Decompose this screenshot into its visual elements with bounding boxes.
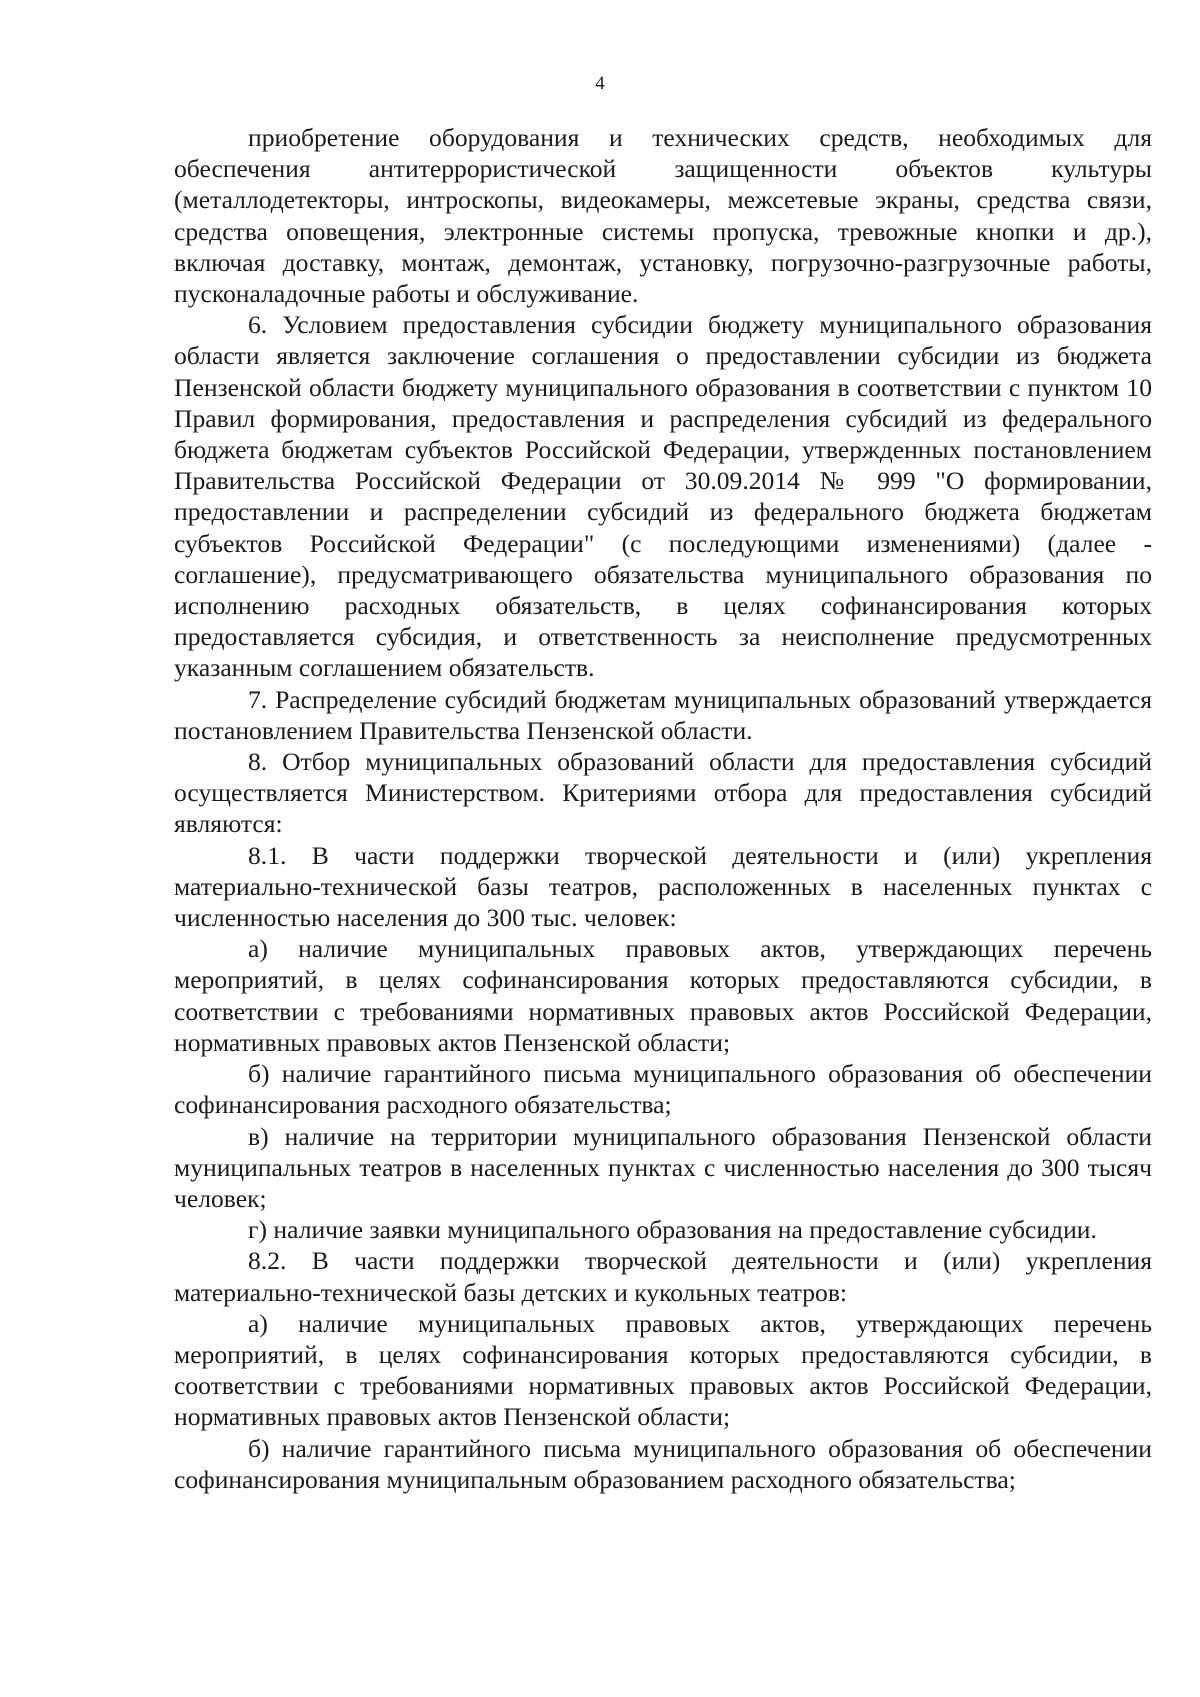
- paragraph-6-agreement-condition: 6. Условием предоставления субсидии бюджету муниципального образования области является заключение соглашения о предоставлении субсидии из бюджета Пензенской области бюджету муниципального образования в соответствии с пунктом 10 Правил формирования, предоставления и распределения субсидий из федерального бюджета бюджетам субъектов Российской Федерации, утвержденных постановлением Правительства Российской Федерации от 30.09.2014 № 999 "О формировании, предоставлении и распределении субсидий из федерального бюджета бюджетам субъектов Российской Федерации" (с последующими изменениями) (далее - соглашение), предусматривающего обязательства муниципального образования по исполнению расходных обязательств, в целях софинансирования которых предоставляется субсидия, и ответственность за неисполнение предусмотренных указанным соглашением обязательств.: [174, 310, 1152, 683]
- paragraph-8-2-b: б) наличие гарантийного письма муниципального образования об обеспечении софинансирования муниципальным образованием расходного обязательства;: [174, 1433, 1152, 1494]
- paragraph-8-selection-criteria: 8. Отбор муниципальных образований области для предоставления субсидий осуществляется Министерством. Критериями отбора для предоставления субсидий являются:: [174, 747, 1152, 839]
- paragraph-8-1-a: а) наличие муниципальных правовых актов, утверждающих перечень мероприятий, в целях софинансирования которых предоставляются субсидии, в соответствии с требованиями нормативных правовых актов Российской Федерации, нормативных правовых актов Пензенской области;: [174, 934, 1152, 1057]
- paragraph-equipment-purchase: приобретение оборудования и технических средств, необходимых для обеспечения антитеррористической защищенности объектов культуры (металлодетекторы, интроскопы, видеокамеры, межсетевые экраны, средства связи, средства оповещения, электронные системы пропуска, тревожные кнопки и др.), включая доставку, монтаж, демонтаж, установку, погрузочно-разгрузочные работы, пусконаладочные работы и обслуживание.: [174, 123, 1152, 309]
- document-body: [174, 122, 1152, 1495]
- paragraph-8-1-v: в) наличие на территории муниципального образования Пензенской области муниципальных театров в населенных пунктах с численностью населения до 300 тысяч человек;: [174, 1121, 1152, 1213]
- page-number: 4: [595, 73, 605, 94]
- paragraph-8-1-g: г) наличие заявки муниципального образования на предоставление субсидии.: [248, 1215, 1097, 1245]
- paragraph-7-distribution: 7. Распределение субсидий бюджетам муниципальных образований утверждается постановлением Правительства Пензенской области.: [174, 684, 1152, 745]
- paragraph-8-1-b: б) наличие гарантийного письма муниципального образования об обеспечении софинансирования расходного обязательства;: [174, 1059, 1152, 1120]
- paragraph-8-2-a: а) наличие муниципальных правовых актов, утверждающих перечень мероприятий, в целях софинансирования которых предоставляются субсидии, в соответствии с требованиями нормативных правовых актов Российской Федерации, нормативных правовых актов Пензенской области;: [174, 1308, 1152, 1432]
- paragraph-8-1-theatres: 8.1. В части поддержки творческой деятельности и (или) укрепления материально-технической базы театров, расположенных в населенных пунктах с численностью населения до 300 тыс. человек:: [174, 840, 1152, 933]
- paragraph-8-2-children-theatres: 8.2. В части поддержки творческой деятельности и (или) укрепления материально-технической базы детских и кукольных театров:: [174, 1246, 1152, 1307]
